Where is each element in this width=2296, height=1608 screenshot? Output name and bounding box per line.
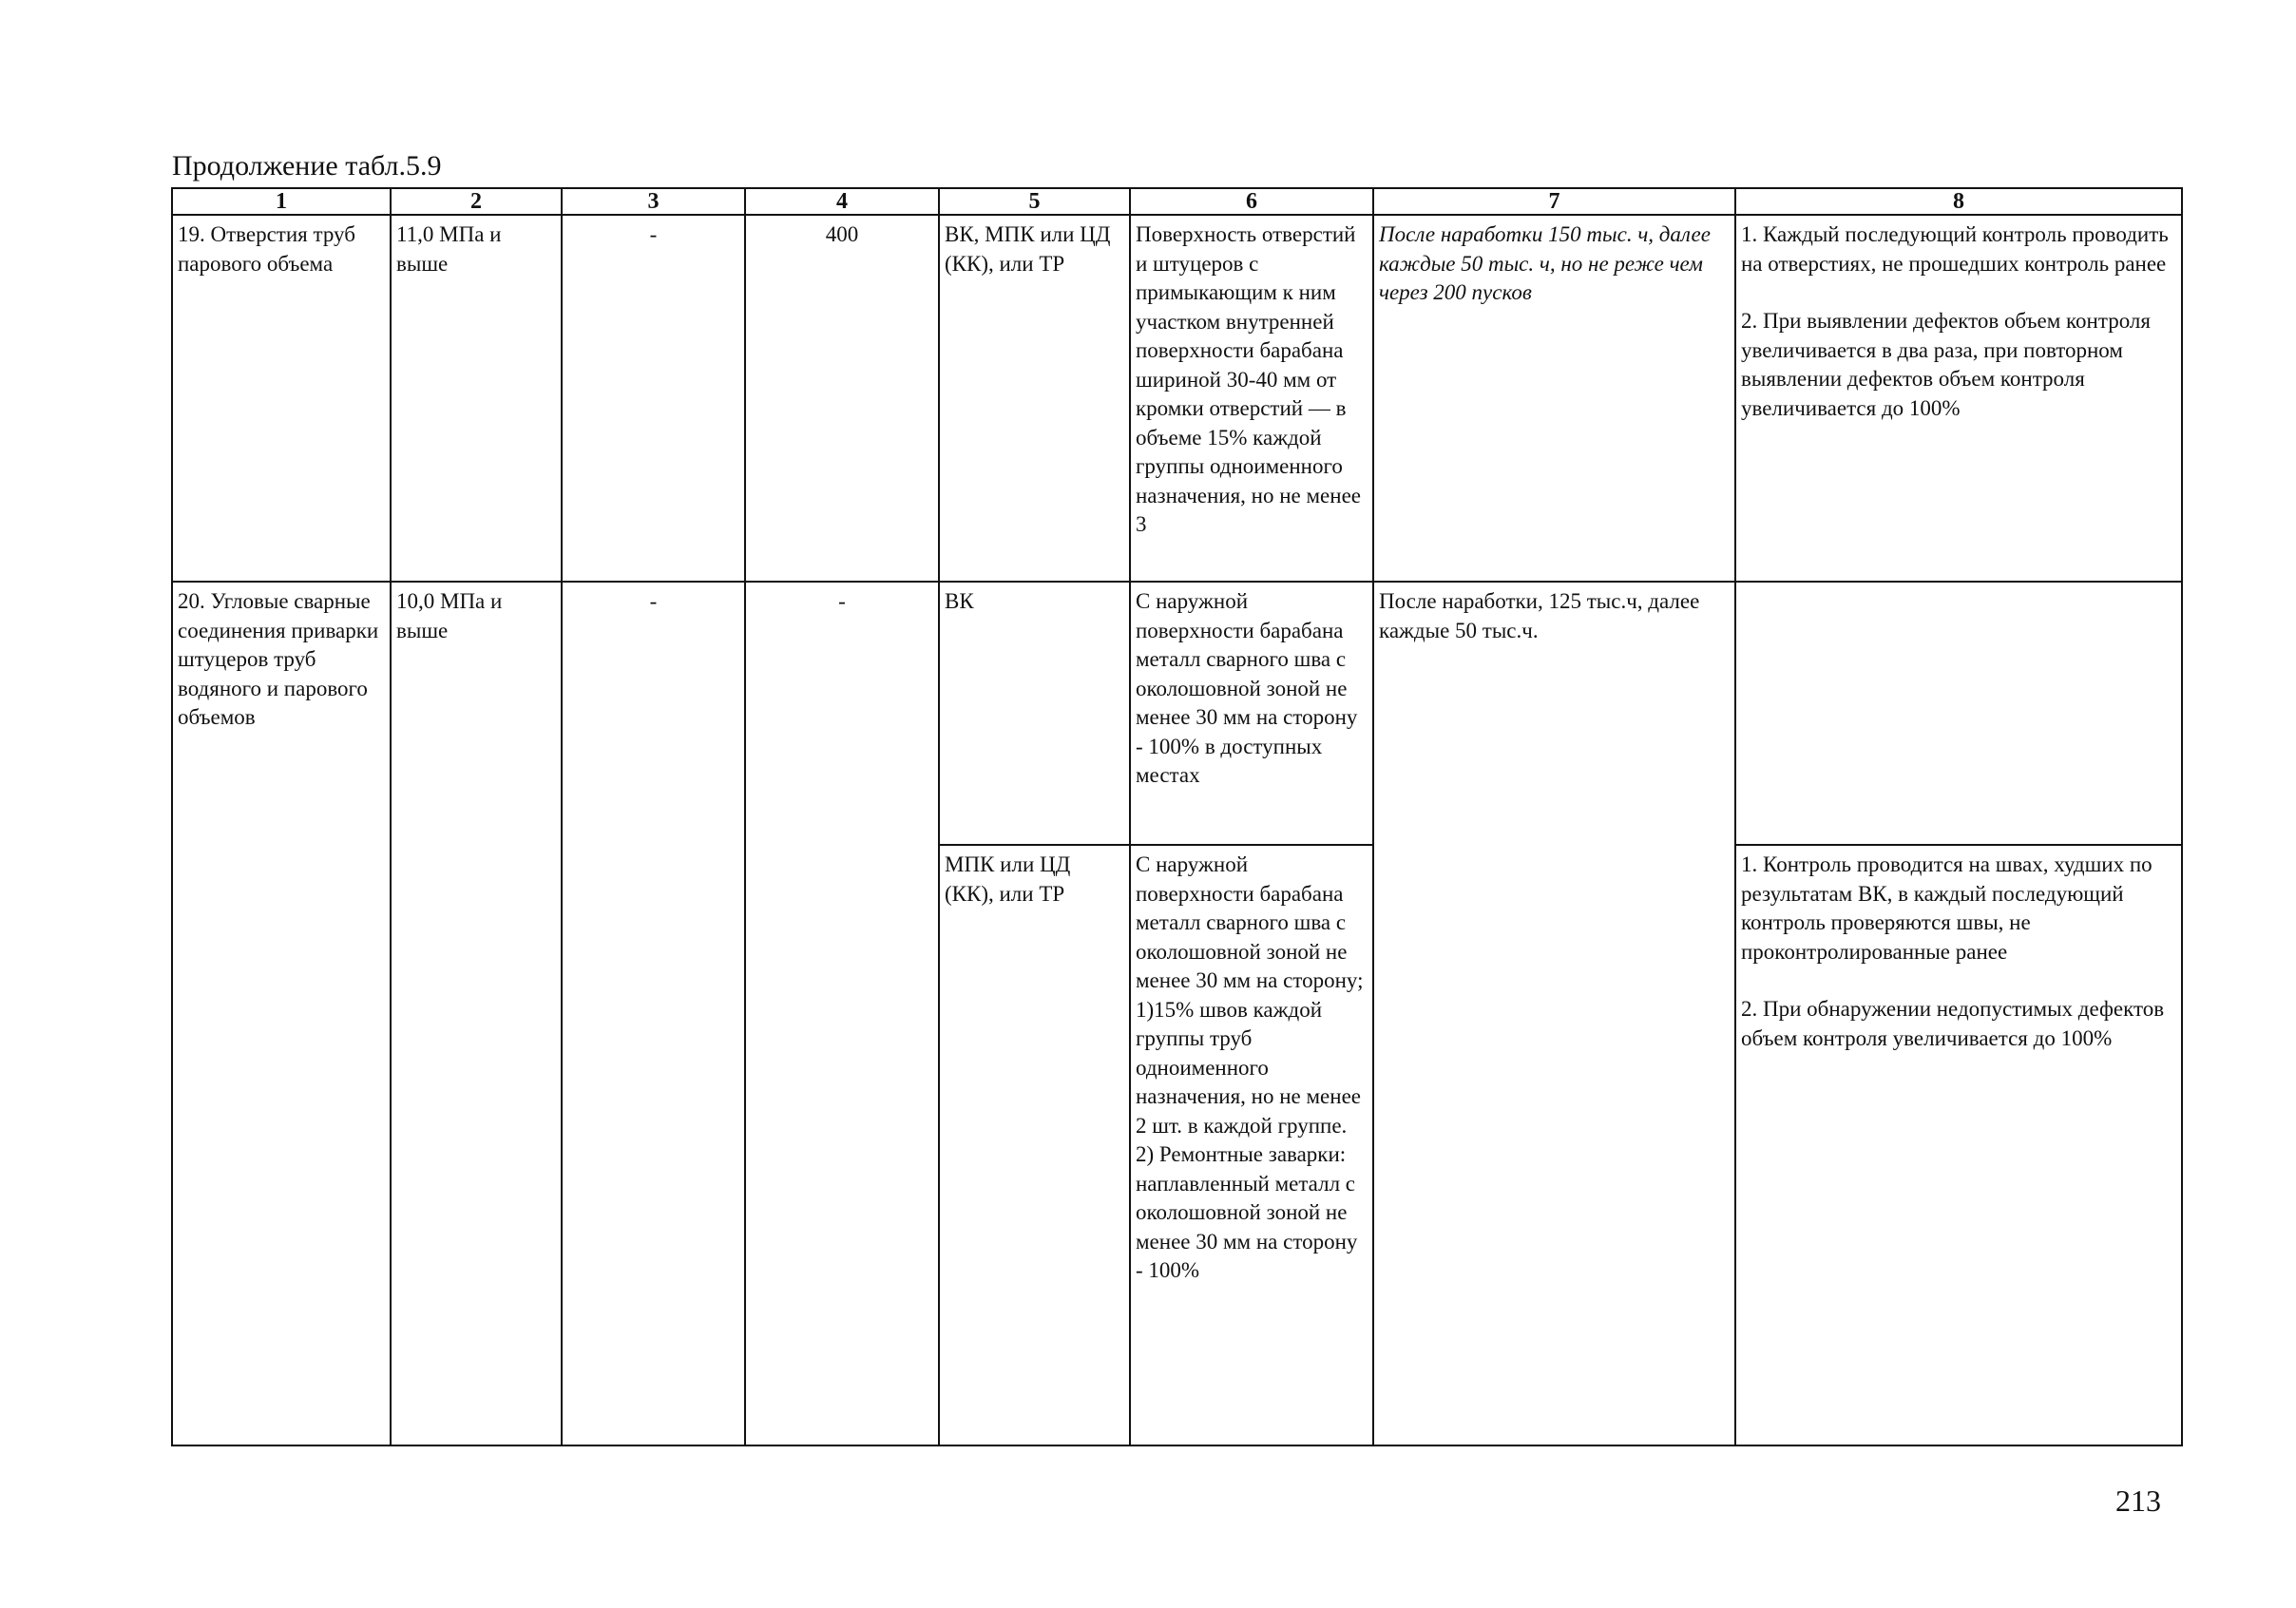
column-number: 8 <box>1735 188 2182 215</box>
column-numbers-row <box>172 188 2182 215</box>
note-text: 1. Контроль проводится на швах, худших по результатам ВК, в каждый последующий контроль проверяются швы, не проконтролированные ранее <box>1741 852 2152 964</box>
method-cell: ВК, МПК или ЦД (КК), или ТР <box>939 215 1130 582</box>
table-cell: - <box>562 582 745 1445</box>
scope-text: 2) Ремонтные заварки: наплавленный металл с околошовной зоной не менее 30 мм на сторону - 100% <box>1136 1142 1358 1282</box>
page-number: 213 <box>2115 1484 2161 1518</box>
pressure-cell: 10,0 МПа и выше <box>391 582 562 1445</box>
column-number: 4 <box>745 188 939 215</box>
table-cell: 400 <box>745 215 939 582</box>
column-number: 5 <box>939 188 1130 215</box>
scope-cell: С наружной поверхности барабана металл сварного шва с околошовной зоной не менее 30 мм на сторону - 100% в доступных местах <box>1130 582 1373 845</box>
method-cell: ВК <box>939 582 1130 845</box>
notes-cell <box>1735 582 2182 845</box>
element-cell: 19. Отверстия труб парового объема <box>172 215 391 582</box>
interval-cell: После наработки, 125 тыс.ч, далее каждые 50 тыс.ч. <box>1373 582 1735 1445</box>
column-number: 1 <box>172 188 391 215</box>
scope-text: С наружной поверхности барабана металл сварного шва с околошовной зоной не менее 30 мм на сторону; <box>1136 852 1364 992</box>
table-cell: - <box>745 582 939 1445</box>
table-cell: - <box>562 215 745 582</box>
table-row <box>172 582 2182 845</box>
column-number: 7 <box>1373 188 1735 215</box>
element-cell: 20. Угловые сварные соединения приварки штуцеров труб водяного и парового объемов <box>172 582 391 1445</box>
pressure-cell: 11,0 МПа и выше <box>391 215 562 582</box>
notes-cell <box>1735 845 2182 1445</box>
column-number: 2 <box>391 188 562 215</box>
table-row <box>172 215 2182 582</box>
inspection-table <box>171 187 2183 1446</box>
column-number: 6 <box>1130 188 1373 215</box>
scope-text: 1)15% швов каждой группы труб одноименного назначения, но не менее 2 шт. в каждой группе. <box>1136 997 1361 1138</box>
table-caption: Продолжение табл.5.9 <box>172 150 442 182</box>
note-text: 1. Каждый последующий контроль проводить на отверстиях, не прошедших контроль ранее <box>1741 222 2169 276</box>
interval-cell: После наработки 150 тыс. ч, далее каждые 50 тыс. ч, но не реже чем через 200 пусков <box>1373 215 1735 582</box>
note-text: 2. При обнаружении недопустимых дефектов объем контроля увеличивается до 100% <box>1741 997 2165 1050</box>
scope-cell <box>1130 845 1373 1445</box>
column-number: 3 <box>562 188 745 215</box>
scope-cell: Поверхность отверстий и штуцеров с примыкающим к ним участком внутренней поверхности барабана шириной 30-40 мм от кромки отверстий — в объеме 15% каждой группы одноименного назначения, но не менее 3 <box>1130 215 1373 582</box>
method-cell: МПК или ЦД (КК), или ТР <box>939 845 1130 1445</box>
note-text: 2. При выявлении дефектов объем контроля увеличивается в два раза, при повторном выявлении дефектов объем контроля увеличивается до 100% <box>1741 309 2151 420</box>
notes-cell <box>1735 215 2182 582</box>
